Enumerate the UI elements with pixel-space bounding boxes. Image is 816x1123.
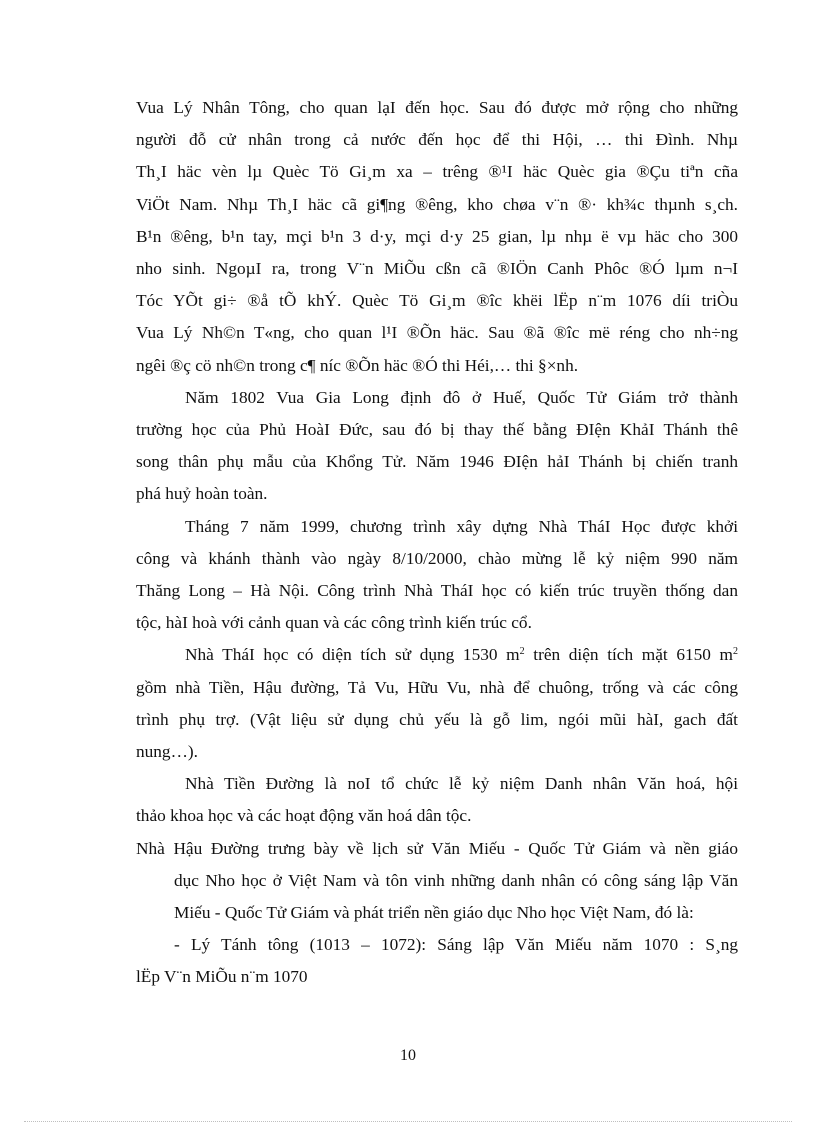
text-line: B¹n ®êng, b¹n tay, mçi b¹n 3 d·y, mçi d·y 25 gian, lµ nhµ ë vµ häc cho 300 [136, 226, 738, 246]
superscript: 2 [733, 646, 739, 658]
superscript: 2 [519, 646, 525, 658]
text-line: Tháng 7 năm 1999, chương trình xây dựng Nhà TháI Học được khởi [185, 516, 738, 536]
text-line: thảo khoa học và các hoạt động văn hoá dân tộc. [136, 806, 472, 826]
paragraph-4 [136, 639, 738, 768]
text-line: Th¸I häc vèn lµ Quèc Tö Gi¸m xa – trêng ®¹I häc Quèc gia ®Çu tiªn cña [136, 162, 738, 182]
text-line: dục Nho học ở Việt Nam và tôn vinh những danh nhân có công sáng lập Văn [174, 870, 738, 890]
text-line: trình phụ trợ. (Vật liệu sử dụng chủ yếu là gỗ lim, ngói mũi hàI, gach đất [136, 709, 738, 729]
list-item [136, 929, 738, 993]
text-line: ViÖt Nam. Nhµ Th¸I häc cã gi¶ng ®êng, kho chøa v¨n ®· kh¾c thµnh s¸ch. [136, 194, 738, 214]
text-line: nho sinh. NgoµI ra, trong V¨n MiÕu cßn cã ®IÖn Canh Phôc ®Ó lµm n¬I [136, 259, 738, 279]
text-line: trường học của Phủ HoàI Đức, sau đó bị thay thế bằng ĐIện KhảI Thánh thê [136, 420, 738, 440]
text-line: Tóc YÕt gi÷ ®å tÕ khÝ. Quèc Tö Gi¸m ®îc khëi lËp n¨m 1076 díi triÒu [136, 291, 738, 311]
text-line: Năm 1802 Vua Gia Long định đô ở Huế, Quốc Tử Giám trở thành [185, 387, 738, 407]
text-line: Thăng Long – Hà Nội. Công trình Nhà TháI học có kiến trúc truyền thống dan [136, 581, 738, 601]
text-line: Miếu - Quốc Tử Giám và phát triển nền giáo dục Nho học Việt Nam, đó là: [174, 903, 694, 923]
area-text-a: Nhà TháI học có diện tích sử dụng 1530 m [185, 645, 520, 665]
text-line: - Lý Tánh tông (1013 – 1072): Sáng lập Văn Miếu năm 1070 : S¸ng [174, 935, 738, 955]
text-line: Vua Lý Nhân Tông, cho quan lạI đến học. Sau đó được mở rộng cho những [136, 98, 738, 117]
paragraph-6 [136, 833, 738, 930]
text-line: công và khánh thành vào ngày 8/10/2000, chào mừng lễ kỷ niệm 990 năm [136, 548, 738, 568]
text-line: gồm nhà Tiền, Hậu đường, Tả Vu, Hữu Vu, nhà để chuông, trống và các công [136, 677, 738, 697]
text-line: tộc, hàI hoà với cảnh quan và các công trình kiến trúc cổ. [136, 613, 532, 633]
text-line: người đỗ cử nhân trong cả nước đến học để thi Hội, … thi Đình. Nhµ [136, 130, 738, 150]
page-divider [24, 1121, 792, 1122]
area-text-b: trên diện tích mặt 6150 m [524, 645, 734, 665]
text-line: Nhà Hậu Đường trưng bày về lịch sử Văn Miếu - Quốc Tử Giám và nền giáo [136, 838, 738, 858]
text-line: lËp V¨n MiÕu n¨m 1070 [136, 967, 308, 987]
text-line: Vua Lý Nh©n T«ng, cho quan l¹I ®Õn häc. Sau ®ã ®îc më réng cho nh÷ng [136, 323, 738, 343]
paragraph-2 [136, 382, 738, 511]
paragraph-5 [136, 768, 738, 832]
text-line: nung…). [136, 742, 198, 762]
body-text [136, 92, 738, 994]
text-line [136, 639, 738, 671]
text-line: phá huỷ hoàn toàn. [136, 484, 268, 504]
text-line: Nhà Tiền Đường là noI tổ chức lễ kỷ niệm Danh nhân Văn hoá, hội [185, 774, 738, 794]
paragraph-1 [136, 92, 738, 382]
page-number: 10 [400, 1047, 416, 1064]
text-line: song thân phụ mẫu của Khổng Tử. Năm 1946 ĐIện hảI Thánh bị chiến tranh [136, 452, 738, 472]
text-line: ngêi ®ç cö nh©n trong c¶ níc ®Õn häc ®Ó thi Héi,… thi §×nh. [136, 355, 579, 375]
paragraph-3 [136, 511, 738, 640]
